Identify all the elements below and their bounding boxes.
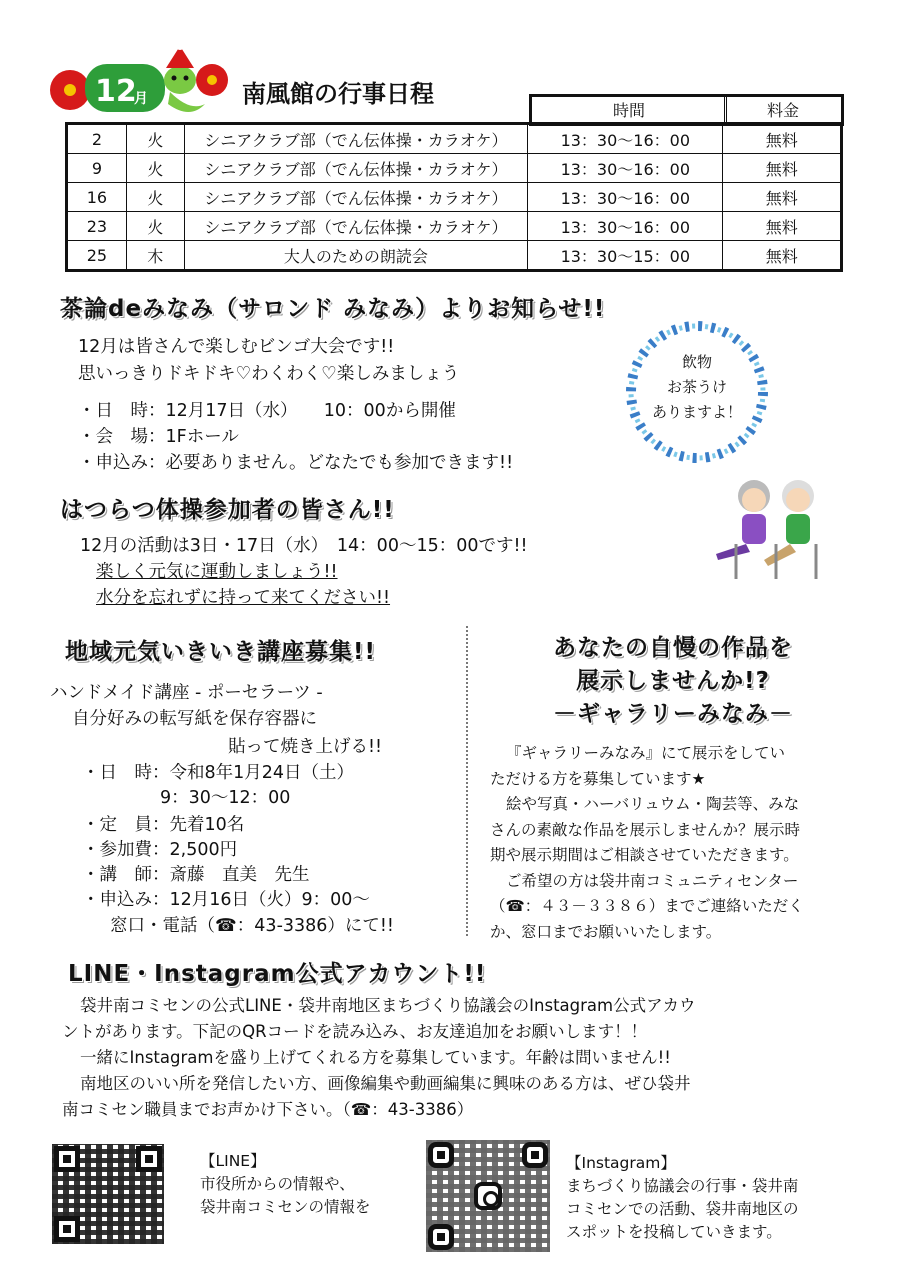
gallery-line: ただける方を募集しています★ xyxy=(490,769,706,788)
course-heading: 地域元気いきいき講座募集!! xyxy=(65,639,376,665)
row-time: 13：30～16：00 xyxy=(528,212,723,241)
row-day: 25 xyxy=(67,241,127,271)
gallery-heading-line2: 展示しませんか!? xyxy=(576,668,770,694)
qr-finder-icon xyxy=(522,1142,548,1168)
row-time: 13：30～16：00 xyxy=(528,154,723,183)
schedule-header-fee: 料金 xyxy=(724,94,844,126)
gallery-body xyxy=(490,741,804,945)
exercise-line2: 楽しく元気に運動しましょう!! xyxy=(96,562,338,582)
course-teacher: ・講 師：斎藤 直美 先生 xyxy=(82,865,310,885)
gallery-line: 期や展示期間はご相談させていただきます。 xyxy=(490,846,799,864)
schedule-table xyxy=(65,122,843,272)
table-row xyxy=(67,212,842,241)
row-fee: 無料 xyxy=(723,124,842,154)
column-divider xyxy=(466,626,472,936)
elderly-couple-icon xyxy=(706,474,836,584)
row-fee: 無料 xyxy=(723,241,842,271)
salon-line2: 思いっきりドキドキ♡わくわく♡楽しみましょう xyxy=(78,364,460,384)
instagram-desc: コミセンでの活動、袋井南地区の xyxy=(566,1200,799,1218)
row-event: シニアクラブ部（でん伝体操・カラオケ） xyxy=(184,154,528,183)
course-date2: 9：30～12：00 xyxy=(160,788,291,808)
line-desc: 市役所からの情報や、 xyxy=(200,1175,355,1193)
month-number: 12 xyxy=(95,74,137,109)
course-capacity: ・定 員：先着10名 xyxy=(82,815,245,835)
sns-line: 南コミセン職員までお声かけ下さい。（☎：43-3386） xyxy=(62,1100,474,1119)
line-label: 【LINE】 xyxy=(200,1152,266,1170)
qr-finder-icon xyxy=(54,1146,80,1172)
qr-finder-icon xyxy=(428,1142,454,1168)
gallery-heading-line1: あなたの自慢の作品を xyxy=(553,635,793,661)
row-day: 2 xyxy=(67,124,127,154)
gallery-line: 『ギャラリーみなみ』にて展示をしてい xyxy=(506,744,786,762)
table-row xyxy=(67,124,842,154)
badge-line: 飲物 xyxy=(681,353,712,371)
sns-line: 一緒にInstagramを盛り上げてくれる方を募集しています。年齢は問いません!! xyxy=(80,1048,671,1067)
row-weekday: 木 xyxy=(126,241,184,271)
row-day: 23 xyxy=(67,212,127,241)
course-date1: ・日 時：令和8年1月24日（土） xyxy=(82,763,355,783)
course-subtitle: ハンドメイド講座 - ポーセラーツ - xyxy=(50,683,323,703)
qr-finder-icon xyxy=(136,1146,162,1172)
qr-finder-icon xyxy=(428,1224,454,1250)
salon-heading: 茶論deみなみ（サロンド みなみ）よりお知らせ!! xyxy=(60,296,606,322)
gallery-line: さんの素敵な作品を展示しませんか？展示時 xyxy=(490,820,801,839)
sns-line: ントがあります。下記のQRコードを読み込み、お友達追加をお願いします！！ xyxy=(62,1022,648,1041)
gallery-heading xyxy=(488,632,858,731)
row-time: 13：30～15：00 xyxy=(528,241,723,271)
sns-heading: LINE・Instagram公式アカウント!! xyxy=(68,961,487,987)
instagram-desc: まちづくり協議会の行事・袋井南 xyxy=(566,1177,799,1195)
course-apply2: 窓口・電話（☎：43-3386）にて!! xyxy=(110,916,394,936)
row-event: シニアクラブ部（でん伝体操・カラオケ） xyxy=(184,212,528,241)
line-qr-code[interactable] xyxy=(52,1144,164,1244)
badge-line: お茶うけ xyxy=(666,378,727,396)
schedule-title: 南風館の行事日程 xyxy=(242,80,434,108)
exercise-line3: 水分を忘れずに持って来てください!! xyxy=(96,588,391,608)
row-weekday: 火 xyxy=(126,154,184,183)
gallery-line: （☎：４３－３３８６）までご連絡いただく xyxy=(490,897,804,915)
table-row xyxy=(67,241,842,271)
gallery-line: ご希望の方は袋井南コミュニティセンター xyxy=(506,871,799,890)
row-time: 13：30～16：00 xyxy=(528,124,723,154)
salon-date: ・日 時：12月17日（水） 10：00から開催 xyxy=(78,401,456,421)
sns-line: 袋井南コミセンの公式LINE・袋井南地区まちづくり協議会のInstagram公式アカウ xyxy=(80,996,696,1015)
salon-apply: ・申込み：必要ありません。どなたでも参加できます!! xyxy=(78,453,514,473)
exercise-line1: 12月の活動は3日・17日（水） 14：00～15：00です!! xyxy=(80,536,528,556)
table-row xyxy=(67,183,842,212)
salon-line1: 12月は皆さんで楽しむビンゴ大会です!! xyxy=(78,337,395,357)
drink-badge xyxy=(645,350,749,425)
qr-finder-icon xyxy=(54,1216,80,1242)
row-fee: 無料 xyxy=(723,183,842,212)
gallery-line: 絵や写真・ハーバリュウム・陶芸等、みな xyxy=(506,795,800,813)
row-event: 大人のための朗読会 xyxy=(184,241,528,271)
row-time: 13：30～16：00 xyxy=(528,183,723,212)
table-row xyxy=(67,154,842,183)
gallery-line: か、窓口までお願いいたします。 xyxy=(490,922,722,941)
salon-place: ・会 場：1Fホール xyxy=(78,427,239,447)
instagram-qr-code[interactable] xyxy=(426,1140,550,1252)
row-weekday: 火 xyxy=(126,124,184,154)
course-apply1: ・申込み：12月16日（火）9：00～ xyxy=(82,890,370,910)
row-weekday: 火 xyxy=(126,183,184,212)
row-event: シニアクラブ部（でん伝体操・カラオケ） xyxy=(184,124,528,154)
schedule-header-time: 時間 xyxy=(529,94,727,126)
row-weekday: 火 xyxy=(126,212,184,241)
instagram-label: 【Instagram】 xyxy=(566,1154,676,1172)
month-badge-illustration xyxy=(40,42,240,122)
course-desc2: 貼って焼き上げる!! xyxy=(228,737,383,757)
line-info xyxy=(200,1150,371,1219)
row-fee: 無料 xyxy=(723,154,842,183)
course-desc1: 自分好みの転写紙を保存容器に xyxy=(72,709,317,729)
month-suffix: 月 xyxy=(134,91,148,107)
row-day: 9 xyxy=(67,154,127,183)
sns-line: 南地区のいい所を発信したい方、画像編集や動画編集に興味のある方は、ぜひ袋井 xyxy=(80,1074,691,1093)
row-event: シニアクラブ部（でん伝体操・カラオケ） xyxy=(184,183,528,212)
badge-line: ありますよ！ xyxy=(651,403,742,421)
instagram-info xyxy=(566,1152,799,1244)
instagram-icon xyxy=(474,1182,502,1210)
row-day: 16 xyxy=(67,183,127,212)
course-fee: ・参加費：2,500円 xyxy=(82,840,238,860)
instagram-desc: スポットを投稿していきます。 xyxy=(566,1223,782,1241)
gallery-heading-line3: －ギャラリーみなみ－ xyxy=(553,701,793,727)
row-fee: 無料 xyxy=(723,212,842,241)
line-desc: 袋井南コミセンの情報を xyxy=(200,1198,371,1216)
exercise-heading: はつらつ体操参加者の皆さん!! xyxy=(60,497,395,523)
sns-body xyxy=(62,993,695,1123)
